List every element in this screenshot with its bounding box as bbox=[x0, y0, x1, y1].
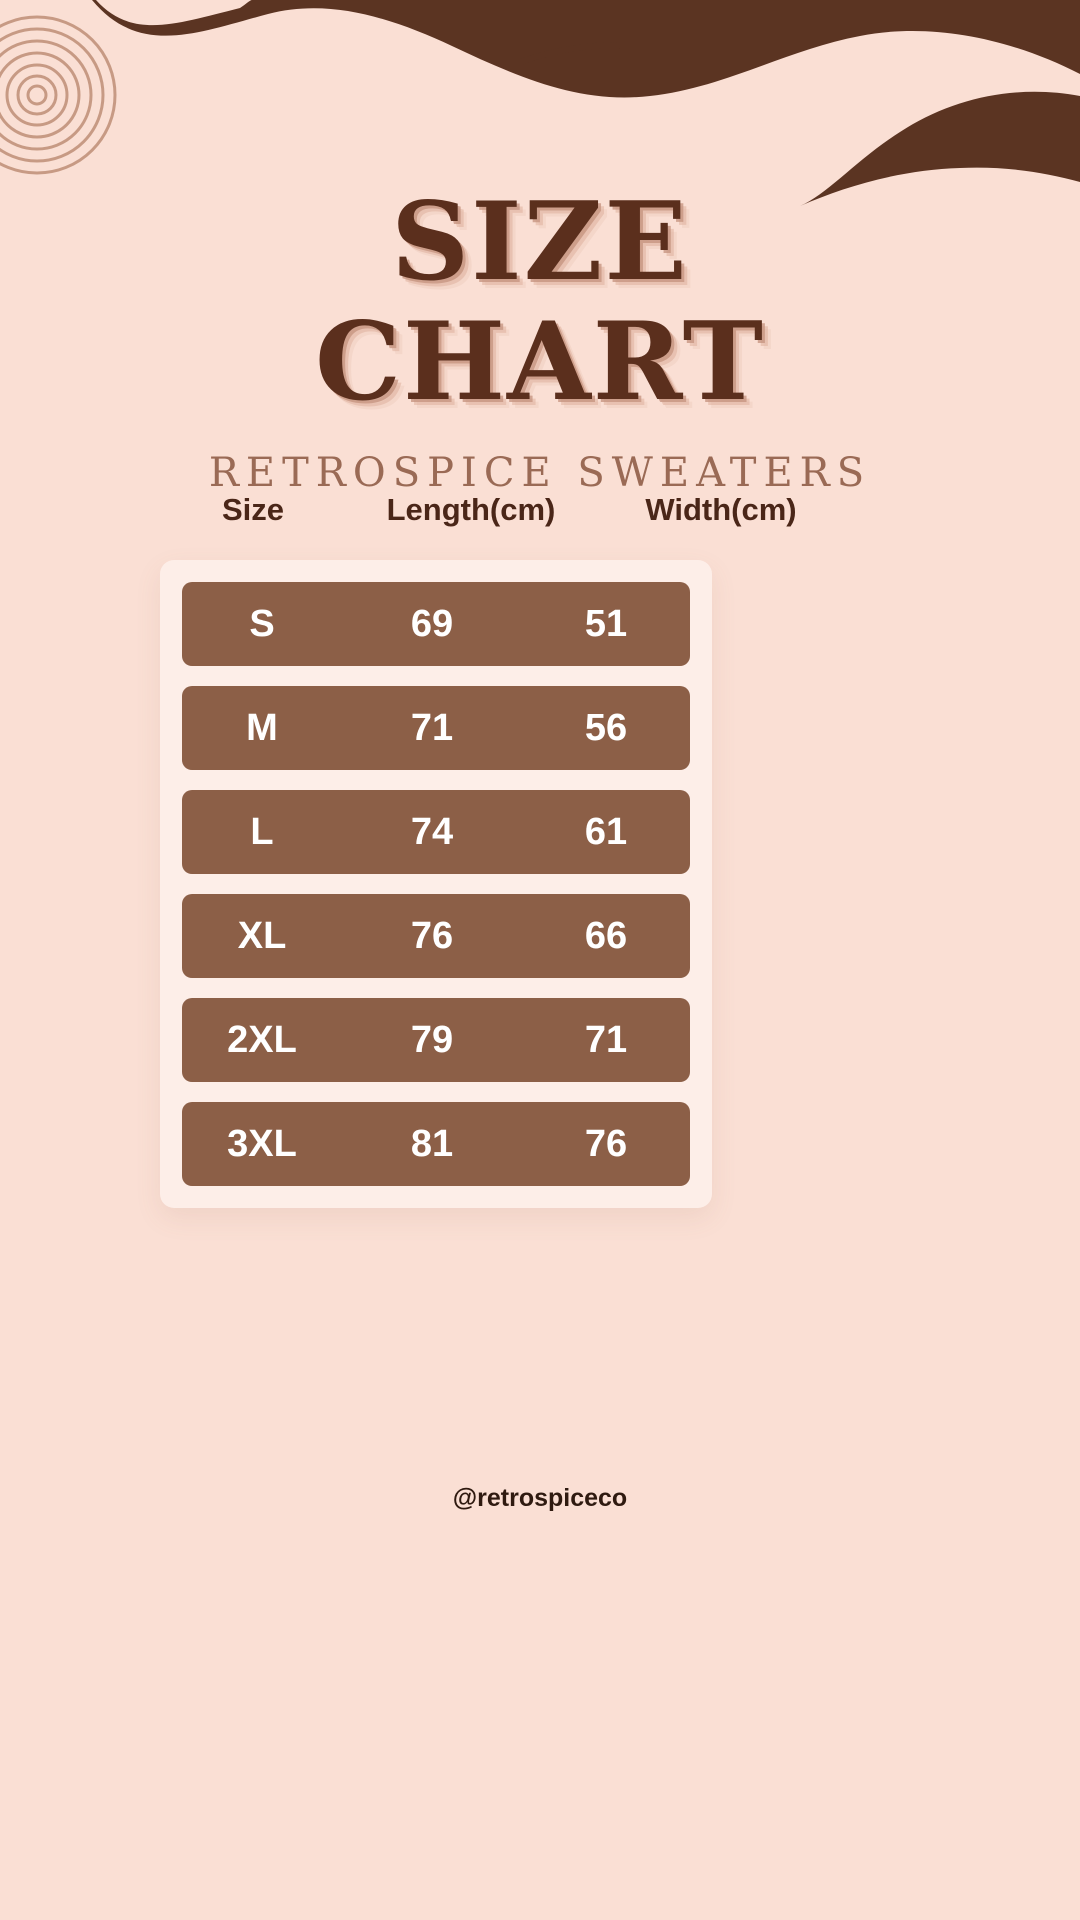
table-row bbox=[182, 1102, 690, 1186]
cell-width: 76 bbox=[584, 1122, 628, 1165]
cell-width: 56 bbox=[584, 706, 628, 749]
cell-size: L bbox=[250, 810, 274, 853]
cell-width: 71 bbox=[584, 1018, 628, 1061]
cell-width: 66 bbox=[584, 914, 628, 957]
table-row bbox=[182, 686, 690, 770]
title-line-1: SIZE bbox=[391, 179, 689, 305]
table-column-headers bbox=[160, 492, 920, 528]
cell-width: 61 bbox=[584, 810, 628, 853]
header-length: Length(cm) bbox=[386, 492, 556, 527]
cell-length: 79 bbox=[410, 1018, 454, 1061]
header-width: Width(cm) bbox=[645, 492, 797, 527]
page-title bbox=[0, 179, 1080, 496]
cell-length: 71 bbox=[410, 706, 454, 749]
cell-size: M bbox=[246, 706, 278, 749]
cell-width: 51 bbox=[584, 602, 628, 645]
table-row bbox=[182, 894, 690, 978]
page-subtitle: RETROSPICE SWEATERS bbox=[208, 450, 872, 496]
spiral-icon bbox=[0, 10, 122, 180]
cell-size: 2XL bbox=[227, 1018, 297, 1061]
cell-length: 69 bbox=[410, 602, 454, 645]
table-row bbox=[182, 790, 690, 874]
cell-size: S bbox=[249, 602, 275, 645]
size-table bbox=[160, 560, 712, 1208]
cell-length: 76 bbox=[410, 914, 454, 957]
cell-size: XL bbox=[237, 914, 287, 957]
header-size: Size bbox=[221, 492, 285, 527]
social-handle: @retrospiceco bbox=[452, 1484, 628, 1512]
title-line-2: CHART bbox=[314, 299, 765, 425]
table-row bbox=[182, 582, 690, 666]
cell-length: 81 bbox=[410, 1122, 454, 1165]
cell-length: 74 bbox=[410, 810, 454, 853]
table-row bbox=[182, 998, 690, 1082]
cell-size: 3XL bbox=[227, 1122, 297, 1165]
